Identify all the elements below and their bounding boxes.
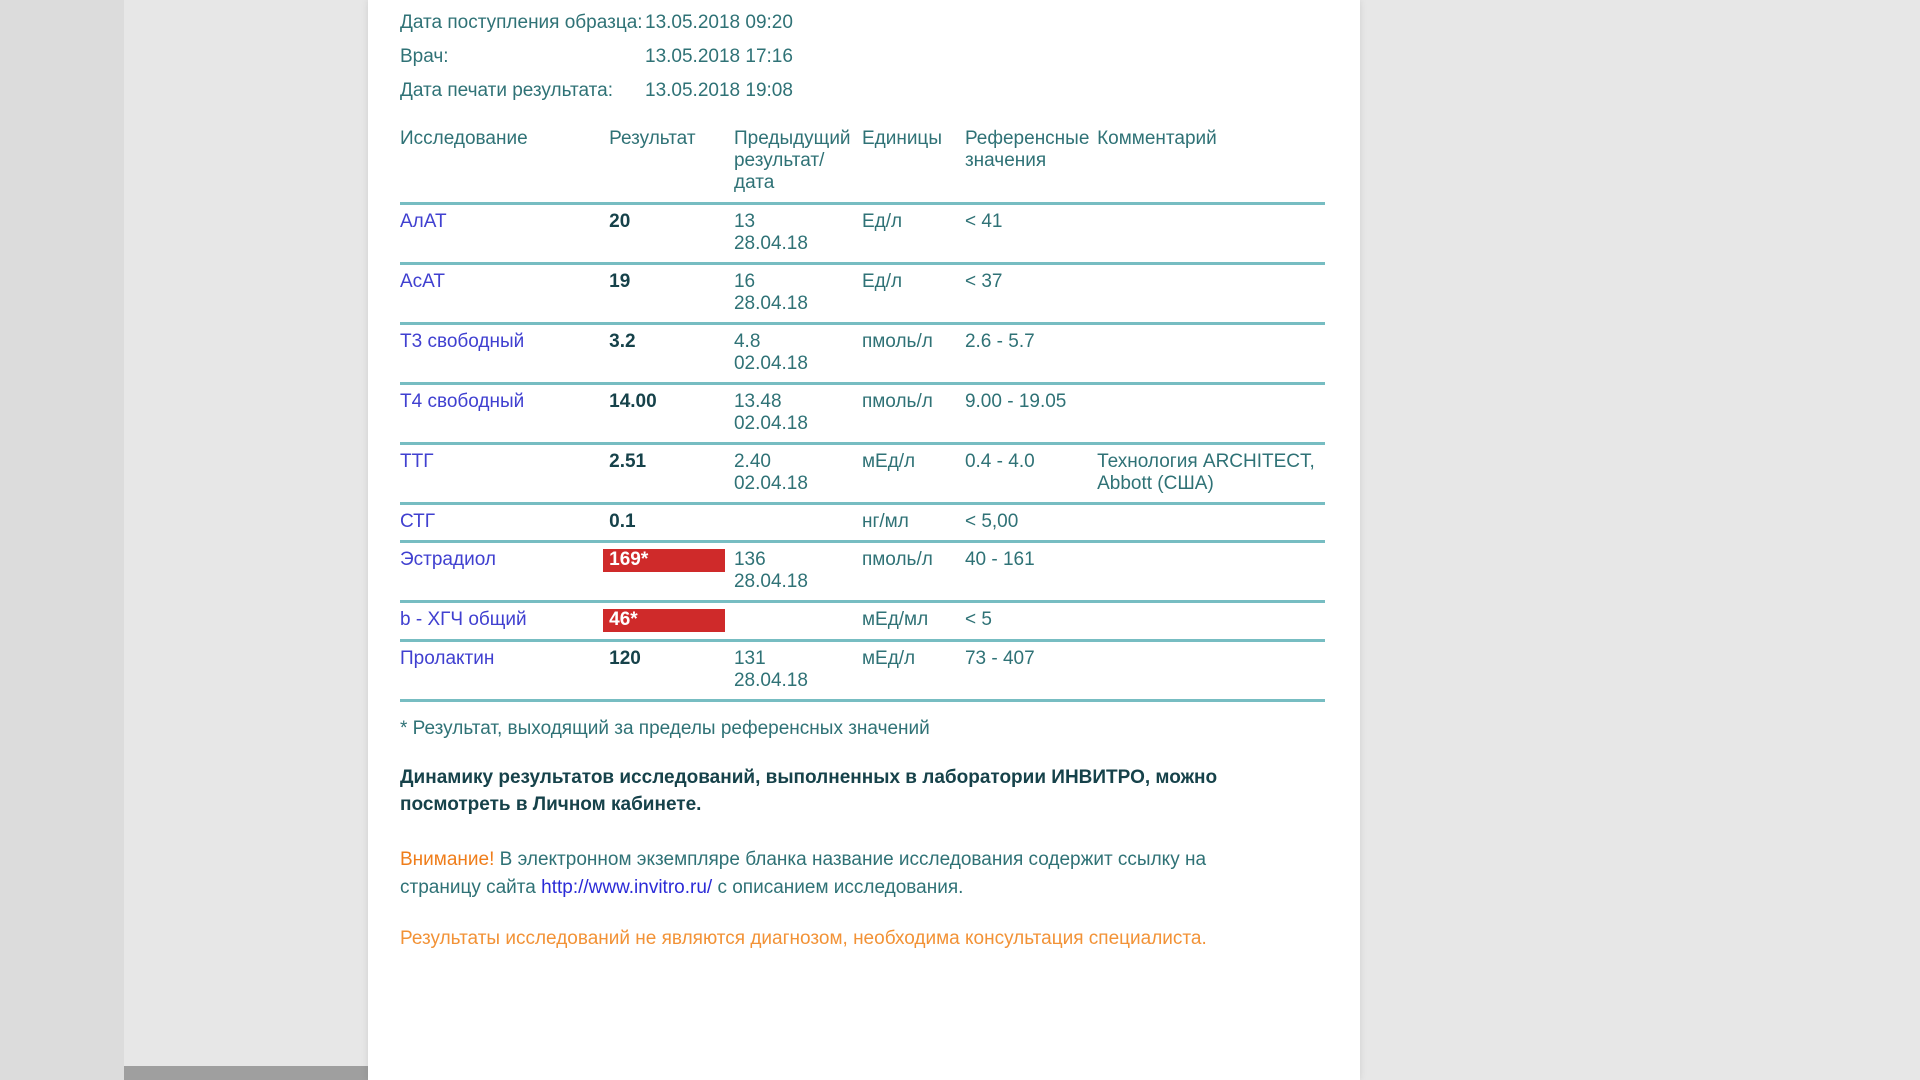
- units-cell: Ед/л: [861, 211, 903, 232]
- result-cell: [609, 324, 734, 384]
- previous-result-cell: [734, 264, 862, 324]
- comment-cell: [1097, 602, 1325, 641]
- result-value: 3.2: [609, 331, 636, 352]
- units-cell: нг/мл: [861, 511, 909, 532]
- previous-result-cell: [734, 324, 862, 384]
- table-row: [400, 641, 1325, 701]
- comment-cell: [1097, 542, 1325, 602]
- personal-cabinet-note: Динамику результатов исследований, выполненных в лаборатории ИНВИТРО, можно посмотреть в Личном кабинете.: [400, 767, 1218, 815]
- previous-date: 28.04.18: [733, 571, 808, 592]
- units-cell: пмоль/л: [861, 331, 933, 352]
- reference-cell: 9.00 - 19.05: [964, 391, 1067, 412]
- meta-row: [400, 6, 1360, 40]
- test-name-cell: [400, 542, 609, 602]
- table-row: [400, 444, 1325, 504]
- test-name-link[interactable]: Эстрадиол: [400, 549, 496, 570]
- window-bottom-bar: [124, 1066, 368, 1080]
- reference-cell: < 5: [964, 609, 992, 630]
- meta-value: 13.05.2018 19:08: [645, 80, 793, 101]
- table-row: [400, 204, 1325, 264]
- previous-value: 4.8: [733, 331, 761, 352]
- previous-result-cell: [734, 384, 862, 444]
- previous-date: 28.04.18: [733, 293, 808, 314]
- results-table-body: [400, 204, 1325, 701]
- reference-cell: 2.6 - 5.7: [964, 331, 1035, 352]
- test-name-cell: [400, 444, 609, 504]
- previous-result-cell: [734, 641, 862, 701]
- previous-value: 131: [733, 648, 766, 669]
- units-cell: Ед/л: [861, 271, 903, 292]
- header-result: Результат: [609, 128, 734, 204]
- previous-date: 02.04.18: [733, 473, 808, 494]
- test-name-cell: [400, 602, 609, 641]
- attention-text: В электронном экземпляре бланка название исследования содержит ссылку на страницу сайта: [400, 849, 1207, 898]
- header-previous: Предыдущий результат/дата: [734, 128, 862, 204]
- result-cell: [609, 602, 734, 641]
- report-meta: [400, 6, 1360, 108]
- test-name-cell: [400, 384, 609, 444]
- table-row: [400, 264, 1325, 324]
- previous-date: 02.04.18: [733, 353, 808, 374]
- result-cell: [609, 444, 734, 504]
- reference-cell: < 5,00: [964, 511, 1019, 532]
- previous-result-cell: [734, 444, 862, 504]
- comment-cell: Технология ARCHITECT, Abbott (США): [1097, 451, 1315, 494]
- previous-result-cell: [734, 542, 862, 602]
- previous-value: 16: [733, 271, 756, 292]
- test-name-link[interactable]: Пролактин: [400, 648, 495, 669]
- result-cell: [609, 264, 734, 324]
- reference-cell: < 41: [964, 211, 1003, 232]
- comment-cell: [1097, 641, 1325, 701]
- invitro-url-link[interactable]: http://www.invitro.ru/: [541, 877, 713, 898]
- test-name-link[interactable]: СТГ: [400, 511, 435, 532]
- previous-date: 02.04.18: [733, 413, 808, 434]
- previous-value: 136: [733, 549, 766, 570]
- result-cell: [609, 542, 734, 602]
- previous-date: 28.04.18: [733, 670, 808, 691]
- previous-date: 28.04.18: [733, 233, 808, 254]
- results-table: [400, 128, 1325, 702]
- attention-text-suffix: с описанием исследования.: [712, 877, 964, 898]
- test-name-link[interactable]: АлАТ: [400, 211, 447, 232]
- result-value: 14.00: [609, 391, 657, 412]
- header-reference: Референсные значения: [965, 128, 1097, 204]
- result-value: 120: [609, 648, 641, 669]
- result-cell: [609, 504, 734, 542]
- units-cell: пмоль/л: [861, 549, 933, 570]
- table-row: [400, 602, 1325, 641]
- result-cell: [609, 384, 734, 444]
- comment-cell: [1097, 384, 1325, 444]
- out-of-range-footnote: * Результат, выходящий за пределы референсных значений: [400, 718, 930, 739]
- comment-cell: [1097, 204, 1325, 264]
- header-comment: Комментарий: [1097, 128, 1325, 204]
- comment-cell: [1097, 504, 1325, 542]
- test-name-link[interactable]: b - ХГЧ общий: [400, 609, 527, 630]
- test-name-link[interactable]: Т3 свободный: [400, 331, 525, 352]
- meta-row: [400, 40, 1360, 74]
- reference-cell: < 37: [964, 271, 1003, 292]
- test-name-cell: [400, 504, 609, 542]
- test-name-link[interactable]: ТТГ: [400, 451, 434, 472]
- previous-value: 13.48: [733, 391, 782, 412]
- previous-result-cell: [734, 602, 862, 641]
- comment-cell: [1097, 264, 1325, 324]
- attention-paragraph: [400, 846, 1245, 902]
- meta-value: 13.05.2018 17:16: [645, 46, 793, 67]
- units-cell: мЕд/л: [861, 648, 916, 669]
- result-value: 169*: [603, 549, 725, 572]
- table-row: [400, 542, 1325, 602]
- meta-label: Дата печати результата:: [400, 80, 613, 101]
- reference-cell: 0.4 - 4.0: [964, 451, 1035, 472]
- test-name-cell: [400, 264, 609, 324]
- test-name-cell: [400, 324, 609, 384]
- table-row: [400, 384, 1325, 444]
- units-cell: пмоль/л: [861, 391, 933, 412]
- table-row: [400, 504, 1325, 542]
- result-cell: [609, 204, 734, 264]
- table-row: [400, 324, 1325, 384]
- reference-cell: 40 - 161: [964, 549, 1035, 570]
- result-value: 46*: [603, 609, 725, 632]
- results-table-header-row: [400, 128, 1325, 204]
- meta-row: [400, 74, 1360, 108]
- previous-result-cell: [734, 504, 862, 542]
- result-value: 0.1: [609, 511, 636, 532]
- meta-label: Врач:: [400, 46, 449, 67]
- units-cell: мЕд/л: [861, 451, 916, 472]
- test-name-cell: [400, 204, 609, 264]
- comment-cell: [1097, 324, 1325, 384]
- header-test: Исследование: [400, 128, 609, 204]
- test-name-cell: [400, 641, 609, 701]
- header-units: Единицы: [862, 128, 965, 204]
- previous-value: 13: [733, 211, 756, 232]
- previous-result-cell: [734, 204, 862, 264]
- result-cell: [609, 641, 734, 701]
- units-cell: мЕд/мл: [861, 609, 929, 630]
- result-value: 2.51: [609, 451, 647, 472]
- test-name-link[interactable]: Т4 свободный: [400, 391, 525, 412]
- window-left-gutter: [0, 0, 124, 1080]
- test-name-link[interactable]: АсАТ: [400, 271, 445, 292]
- attention-label: Внимание!: [400, 849, 495, 870]
- result-value: 19: [609, 271, 631, 292]
- diagnosis-disclaimer: Результаты исследований не являются диагнозом, необходима консультация специалиста.: [400, 928, 1207, 949]
- reference-cell: 73 - 407: [964, 648, 1035, 669]
- result-value: 20: [609, 211, 631, 232]
- previous-value: 2.40: [733, 451, 771, 472]
- meta-label: Дата поступления образца:: [400, 12, 643, 33]
- lab-report-page: [368, 0, 1360, 1080]
- meta-value: 13.05.2018 09:20: [645, 12, 793, 33]
